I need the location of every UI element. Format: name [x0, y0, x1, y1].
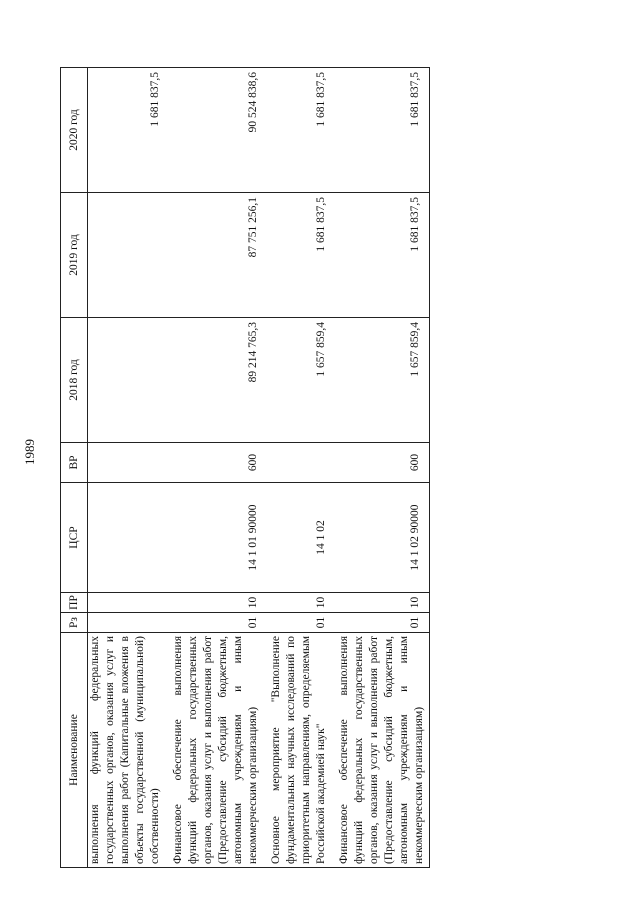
header-rz: Рз — [61, 613, 88, 633]
row-csr: 14 1 02 90000 — [335, 483, 430, 593]
row-pr — [88, 593, 170, 613]
row-name: Финансовое обеспечение выполнения функций федеральных государственных органов, оказания услуг и выполнения работ (Предоставление субсидий бюджетным, автономным учреждениям и иным некоммерческим организациям) — [169, 633, 267, 868]
row-2018: 1 657 859,4 — [335, 318, 430, 443]
header-2019: 2019 год — [61, 193, 88, 318]
row-pr: 10 — [169, 593, 267, 613]
header-2018: 2018 год — [61, 318, 88, 443]
row-2019 — [88, 193, 170, 318]
table-row — [88, 68, 170, 868]
row-pr: 10 — [335, 593, 430, 613]
table-header-row — [61, 68, 88, 868]
header-csr: ЦСР — [61, 483, 88, 593]
row-2020: 90 524 838,6 — [169, 68, 267, 193]
row-rz: 01 — [169, 613, 267, 633]
row-name: Основное мероприятие "Выполнение фундаментальных научных исследований по приоритетным направлениям, определяемым Российской академией наук" — [267, 633, 335, 868]
row-csr — [88, 483, 170, 593]
header-2020: 2020 год — [61, 68, 88, 193]
row-name: Финансовое обеспечение выполнения функций федеральных государственных органов, оказания услуг и выполнения работ (Предоставление субсидий бюджетным, автономным учреждениям и иным некоммерческим организациям) — [335, 633, 430, 868]
header-vr: ВР — [61, 443, 88, 483]
row-csr: 14 1 01 90000 — [169, 483, 267, 593]
budget-table — [60, 67, 430, 868]
table-row — [267, 68, 335, 868]
header-name: Наименование — [61, 633, 88, 868]
row-vr — [267, 443, 335, 483]
table-row — [335, 68, 430, 868]
row-pr: 10 — [267, 593, 335, 613]
row-2018 — [88, 318, 170, 443]
row-vr: 600 — [335, 443, 430, 483]
row-2019: 87 751 256,1 — [169, 193, 267, 318]
row-rz — [88, 613, 170, 633]
budget-table-rotated — [60, 68, 588, 868]
row-2018: 1 657 859,4 — [267, 318, 335, 443]
table-row — [169, 68, 267, 868]
row-2019: 1 681 837,5 — [267, 193, 335, 318]
row-csr: 14 1 02 — [267, 483, 335, 593]
row-2018: 89 214 765,3 — [169, 318, 267, 443]
row-vr — [88, 443, 170, 483]
row-vr: 600 — [169, 443, 267, 483]
row-2020: 1 681 837,5 — [88, 68, 170, 193]
row-rz: 01 — [267, 613, 335, 633]
row-name: выполнения функций федеральных государственных органов, оказания услуг и выполнения работ (Капитальные вложения в объекты государственной (муниципальной) собственности) — [88, 633, 170, 868]
row-rz: 01 — [335, 613, 430, 633]
header-pr: ПР — [61, 593, 88, 613]
row-2020: 1 681 837,5 — [267, 68, 335, 193]
row-2020: 1 681 837,5 — [335, 68, 430, 193]
page-number: 1989 — [22, 439, 37, 465]
row-2019: 1 681 837,5 — [335, 193, 430, 318]
